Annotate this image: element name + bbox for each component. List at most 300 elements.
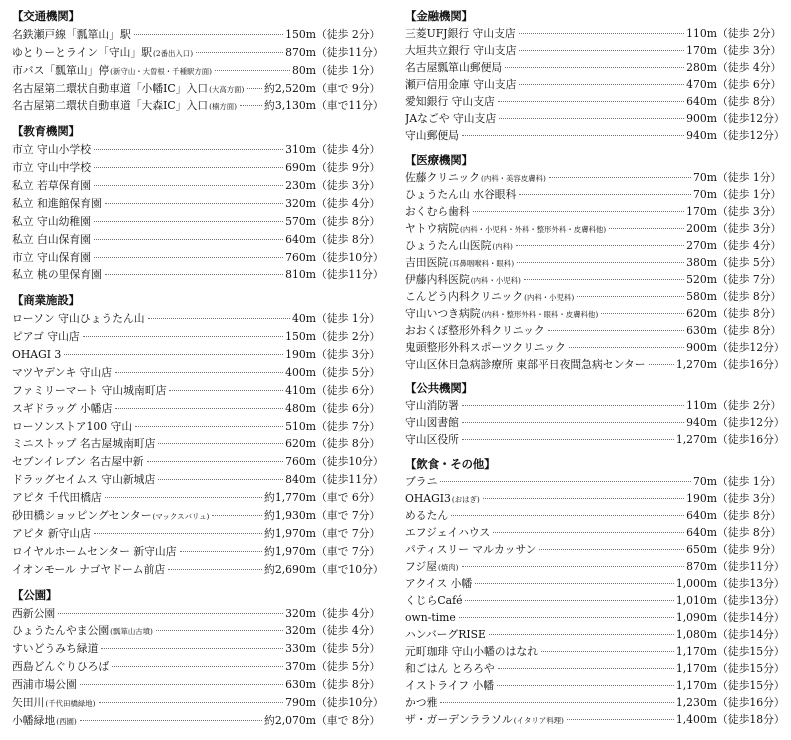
facility-label xyxy=(12,80,244,99)
facility-distance: 200m xyxy=(686,221,717,235)
dot-leader xyxy=(577,296,684,297)
facility-row xyxy=(405,220,785,237)
facility-row xyxy=(12,605,384,623)
dot-leader xyxy=(601,313,684,314)
facility-label xyxy=(12,231,91,249)
facility-name: アピタ 新守山店 xyxy=(12,526,92,540)
facility-row xyxy=(405,271,785,288)
facility-distance: 70m xyxy=(693,170,717,184)
facility-name: ハンバーグRISE xyxy=(405,627,486,641)
facility-travel-time: （車で10分） xyxy=(316,562,384,576)
facility-distance: 約2,690m xyxy=(264,562,316,576)
dot-leader xyxy=(499,118,684,119)
right-column xyxy=(405,8,785,728)
facility-travel-time: （車で 7分） xyxy=(316,526,381,540)
facility-row xyxy=(12,44,384,62)
facility-travel-time: （徒歩15分） xyxy=(717,661,785,675)
facility-distance: 320m xyxy=(285,606,316,620)
facility-name: 守山郵便局 xyxy=(405,129,459,142)
facility-label xyxy=(405,59,502,76)
facility-distance: 280m xyxy=(686,61,717,74)
facility-name: おおくぼ整形外科クリニック xyxy=(405,323,545,337)
facility-distance: 1,010m xyxy=(675,593,717,607)
facility-travel-time: （車で 6分） xyxy=(316,491,381,505)
facility-label xyxy=(405,558,459,576)
facility-note: (2番出入口) xyxy=(153,48,194,58)
facility-travel-time: （徒歩 4分） xyxy=(316,624,381,638)
facility-distance: 約2,520m xyxy=(264,81,316,95)
facility-label xyxy=(405,203,470,220)
facility-label xyxy=(405,76,516,93)
facility-label xyxy=(405,677,494,694)
facility-label xyxy=(405,288,574,306)
facility-note: (耳鼻咽喉科・眼科) xyxy=(449,258,515,268)
facility-travel-time: （徒歩13分） xyxy=(717,593,785,607)
facility-name: 名鉄瀬戸線「瓢箪山」駅 xyxy=(12,27,131,41)
facility-name: own-time xyxy=(405,610,456,624)
facility-row xyxy=(405,254,785,271)
facility-name: くじらCafé xyxy=(405,593,463,607)
facility-distance: 840m xyxy=(285,473,316,487)
facility-note: (内科・整形外科・眼科・皮膚科他) xyxy=(481,309,599,319)
facility-row xyxy=(405,414,785,431)
facility-name: 瀬戸信用金庫 守山支店 xyxy=(405,78,517,91)
dot-leader xyxy=(147,461,284,462)
facility-name: 名古屋瓢箪山郵便局 xyxy=(405,61,503,74)
facility-section xyxy=(405,380,785,448)
facility-name: マツヤデンキ 守山店 xyxy=(12,365,113,379)
facility-label xyxy=(405,322,545,339)
facility-travel-time: （徒歩 7分） xyxy=(316,419,381,433)
facility-distance: 1,170m xyxy=(675,678,717,692)
facility-label xyxy=(12,310,145,328)
facility-note: (大高方面) xyxy=(209,84,245,94)
facility-label xyxy=(405,490,480,508)
facility-travel-time: （徒歩 3分） xyxy=(717,204,782,218)
facility-name: 伊藤内科医院 xyxy=(405,272,470,286)
facility-distance: 110m xyxy=(686,399,717,412)
facility-distance: 940m xyxy=(686,129,717,142)
dot-leader xyxy=(115,408,283,409)
facility-note: (内科・小児科) xyxy=(470,275,521,285)
facility-row xyxy=(405,237,785,254)
facility-name: ヤトウ病院 xyxy=(405,221,459,235)
facility-travel-time: （徒歩 5分） xyxy=(316,660,381,674)
facility-label xyxy=(405,626,486,643)
facility-distance: 約2,070m xyxy=(264,713,316,727)
facility-row xyxy=(12,328,384,346)
facility-distance: 640m xyxy=(686,95,717,108)
facility-row xyxy=(405,76,785,93)
facility-name: 愛知銀行 守山支店 xyxy=(405,95,495,108)
facility-name: OHAGI3 xyxy=(405,491,451,505)
dot-leader xyxy=(440,481,691,482)
facility-label xyxy=(12,561,165,579)
facility-row xyxy=(12,80,384,98)
dot-leader xyxy=(105,203,283,204)
facility-travel-time: （徒歩 2分） xyxy=(717,27,782,40)
facility-distance: 410m xyxy=(285,383,316,397)
facility-distance: 1,170m xyxy=(675,644,717,658)
facility-name: ゆとりーとライン「守山」駅 xyxy=(12,45,153,59)
facility-note: (千代田橋緑地) xyxy=(45,698,96,708)
facility-name: 守山図書館 xyxy=(405,416,459,429)
facility-label xyxy=(12,694,96,713)
facility-label xyxy=(12,543,177,561)
facility-distance: 940m xyxy=(686,416,717,429)
facility-label xyxy=(405,93,495,110)
facility-travel-time: （徒歩 1分） xyxy=(717,474,782,488)
dot-leader xyxy=(215,70,290,71)
facility-label xyxy=(12,26,131,44)
dot-leader xyxy=(101,648,283,649)
facility-distance: 760m xyxy=(285,250,316,264)
dot-leader xyxy=(649,364,674,365)
facility-distance: 150m xyxy=(285,330,316,344)
dot-leader xyxy=(462,135,684,136)
facility-distance: 870m xyxy=(686,559,717,573)
facility-distance: 230m xyxy=(285,179,316,193)
facility-name: ファミリーマート 守山城南町店 xyxy=(12,383,167,397)
facility-label xyxy=(12,418,132,436)
facility-distance: 480m xyxy=(285,401,316,415)
facility-note: (内科) xyxy=(492,241,513,251)
dot-leader xyxy=(519,33,684,34)
facility-distance: 320m xyxy=(285,196,316,210)
facility-row xyxy=(12,26,384,44)
dot-leader xyxy=(549,177,691,178)
facility-label xyxy=(12,177,91,195)
dot-leader xyxy=(541,651,674,652)
facility-distance: 310m xyxy=(285,143,316,157)
facility-label xyxy=(12,62,212,81)
facility-label xyxy=(12,364,112,382)
facility-note: (内科・小児科) xyxy=(524,292,575,302)
facility-distance: 110m xyxy=(686,27,717,40)
facility-name: ブラニ xyxy=(405,474,438,488)
facility-distance: 150m xyxy=(285,27,316,41)
facility-label xyxy=(405,186,516,203)
facility-distance: 370m xyxy=(285,660,316,674)
facility-row xyxy=(405,305,785,322)
facility-label xyxy=(12,435,155,453)
facility-name: こんどう内科クリニック xyxy=(405,289,524,303)
dot-leader xyxy=(519,194,691,195)
dot-leader xyxy=(58,613,283,614)
dot-leader xyxy=(196,52,283,53)
dot-leader xyxy=(94,221,283,222)
facility-travel-time: （徒歩 8分） xyxy=(717,525,782,539)
facility-distance: 620m xyxy=(285,437,316,451)
facility-distance: 170m xyxy=(686,44,717,57)
facility-row xyxy=(12,471,384,489)
facility-name: ひょうたん山 水谷眼科 xyxy=(405,187,517,201)
facility-row xyxy=(12,658,384,676)
facility-travel-time: （徒歩 2分） xyxy=(316,330,381,344)
facility-note: (西園) xyxy=(56,716,77,726)
dot-leader xyxy=(498,101,684,102)
facility-name: 鬼頭整形外科スポーツクリニック xyxy=(405,340,566,354)
section-heading: 【商業施設】 xyxy=(12,293,80,308)
dot-leader xyxy=(517,262,684,263)
facility-name: 市立 守山保育園 xyxy=(12,250,92,264)
dot-leader xyxy=(473,211,684,212)
facility-row xyxy=(12,561,384,579)
facility-row xyxy=(12,435,384,453)
facility-distance: 40m xyxy=(292,312,316,326)
facility-travel-time: （徒歩 8分） xyxy=(316,437,381,451)
facility-name: 元町珈琲 守山小幡のはなれ xyxy=(405,644,538,658)
dot-leader xyxy=(462,405,684,406)
dot-leader xyxy=(94,185,283,186)
facility-name: エフジェイハウス xyxy=(405,525,491,539)
dot-leader xyxy=(105,274,283,275)
dot-leader xyxy=(158,479,283,480)
facility-distance: 70m xyxy=(693,187,717,201)
facility-travel-time: （徒歩11分） xyxy=(316,473,384,487)
facility-row xyxy=(405,397,785,414)
facility-note: (おはぎ) xyxy=(451,494,480,504)
facility-row xyxy=(405,507,785,524)
facility-label xyxy=(405,643,538,660)
dot-leader xyxy=(158,443,283,444)
facility-travel-time: （徒歩16分） xyxy=(717,695,785,709)
facility-label xyxy=(12,525,91,543)
facility-distance: 810m xyxy=(285,268,316,282)
facility-distance: 1,270m xyxy=(675,357,717,371)
dot-leader xyxy=(115,372,283,373)
facility-label xyxy=(12,249,91,267)
facility-label xyxy=(405,42,516,59)
facility-distance: 870m xyxy=(285,45,316,59)
dot-leader xyxy=(94,239,283,240)
facility-distance: 510m xyxy=(285,419,316,433)
facility-section xyxy=(405,456,785,728)
section-heading: 【教育機関】 xyxy=(12,124,80,139)
facility-section xyxy=(405,8,785,144)
facility-travel-time: （徒歩 1分） xyxy=(717,170,782,184)
facility-name: 西島どんぐりひろば xyxy=(12,660,110,674)
facility-name: 市立 守山中学校 xyxy=(12,161,92,175)
facility-travel-time: （徒歩 5分） xyxy=(316,642,381,656)
facility-travel-time: （徒歩 4分） xyxy=(717,61,782,74)
facility-section xyxy=(12,123,384,284)
dot-leader xyxy=(489,634,674,635)
facility-label xyxy=(405,254,514,272)
facility-travel-time: （徒歩14分） xyxy=(717,610,785,624)
facility-row xyxy=(405,25,785,42)
facility-distance: 760m xyxy=(285,455,316,469)
facility-name: アピタ 千代田橋店 xyxy=(12,491,102,505)
facility-name: JAなごや 守山支店 xyxy=(405,112,497,125)
facility-row xyxy=(12,622,384,640)
facility-label xyxy=(405,220,606,238)
facility-label xyxy=(12,489,102,507)
facility-row xyxy=(12,400,384,418)
facility-row xyxy=(12,694,384,712)
facility-distance: 1,170m xyxy=(675,661,717,675)
facility-travel-time: （徒歩13分） xyxy=(717,576,785,590)
facility-travel-time: （徒歩 8分） xyxy=(717,289,782,303)
facility-name: 名古屋第二環状自動車道「大森IC」入口 xyxy=(12,99,209,113)
facility-label xyxy=(12,97,237,116)
facility-travel-time: （徒歩 3分） xyxy=(717,491,782,505)
facility-row xyxy=(405,558,785,575)
facility-name: 佐藤クリニック xyxy=(405,170,480,184)
facility-label xyxy=(405,305,598,323)
facility-row xyxy=(12,712,384,730)
facility-row xyxy=(405,42,785,59)
facility-distance: 1,230m xyxy=(675,695,717,709)
dot-leader xyxy=(497,685,674,686)
facility-label xyxy=(405,694,437,711)
facility-name: 守山いつき病院 xyxy=(405,306,481,320)
facility-travel-time: （徒歩 5分） xyxy=(717,255,782,269)
facility-row xyxy=(405,339,785,356)
facility-name: 大垣共立銀行 守山支店 xyxy=(405,44,517,57)
facility-travel-time: （徒歩16分） xyxy=(717,357,785,371)
facility-name: 砂田橋ショッピングセンター xyxy=(12,509,152,523)
facility-row xyxy=(12,195,384,213)
facility-distance: 320m xyxy=(285,624,316,638)
dot-leader xyxy=(519,50,684,51)
facility-label xyxy=(405,575,472,592)
facility-label xyxy=(405,356,646,373)
facility-travel-time: （徒歩16分） xyxy=(717,433,785,446)
facility-row xyxy=(12,525,384,543)
facility-section xyxy=(12,8,384,115)
facility-row xyxy=(12,453,384,471)
section-heading: 【医療機関】 xyxy=(405,152,473,167)
facility-note: (楠方面) xyxy=(209,102,238,112)
dot-leader xyxy=(519,84,684,85)
facility-distance: 380m xyxy=(686,255,717,269)
facility-travel-time: （徒歩11分） xyxy=(316,45,384,59)
facility-row xyxy=(405,169,785,186)
facility-label xyxy=(405,127,459,144)
facility-distance: 330m xyxy=(285,642,316,656)
facility-name: 私立 和進館保育園 xyxy=(12,196,102,210)
facility-distance: 470m xyxy=(686,78,717,91)
dot-leader xyxy=(548,330,684,331)
facility-travel-time: （徒歩 8分） xyxy=(717,95,782,108)
facility-row xyxy=(12,676,384,694)
facility-distance: 900m xyxy=(686,112,717,125)
facility-travel-time: （徒歩 1分） xyxy=(316,63,381,77)
facility-row xyxy=(12,364,384,382)
facility-section xyxy=(12,292,384,578)
facility-travel-time: （徒歩 3分） xyxy=(717,44,782,57)
facility-note: (内科・美容皮膚科) xyxy=(480,173,546,183)
facility-name: ピアゴ 守山店 xyxy=(12,330,80,344)
dot-leader xyxy=(135,426,283,427)
facility-label xyxy=(12,400,112,418)
dot-leader xyxy=(451,515,684,516)
facility-row xyxy=(405,186,785,203)
facility-distance: 400m xyxy=(285,365,316,379)
facility-name: ミニストップ 名古屋城南町店 xyxy=(12,437,156,451)
facility-row xyxy=(12,310,384,328)
facility-note: (焼肉) xyxy=(437,562,459,572)
facility-name: かつ雅 xyxy=(405,695,438,709)
dot-leader xyxy=(112,666,283,667)
facility-row xyxy=(12,266,384,284)
facility-distance: 約1,970m xyxy=(264,544,316,558)
facility-name: イストライフ 小幡 xyxy=(405,678,495,692)
facility-name: ひょうたん山医院 xyxy=(405,238,492,252)
facility-row xyxy=(12,231,384,249)
facility-row xyxy=(405,677,785,694)
facility-name: ひょうたんやま公園 xyxy=(12,624,110,638)
facility-label xyxy=(405,397,459,414)
dot-leader xyxy=(168,569,262,570)
dot-leader xyxy=(567,719,674,720)
facility-distance: 約3,130m xyxy=(264,99,316,113)
facility-travel-time: （車で11分） xyxy=(316,99,384,113)
left-column xyxy=(12,8,384,730)
facility-travel-time: （徒歩18分） xyxy=(717,712,785,726)
facility-label xyxy=(12,622,153,641)
dot-leader xyxy=(539,549,684,550)
facility-travel-time: （徒歩 9分） xyxy=(316,161,381,175)
section-heading: 【公共機関】 xyxy=(405,381,473,395)
facility-name: OHAGI 3 xyxy=(12,348,62,362)
facility-label xyxy=(12,658,109,676)
facility-name: フジ屋 xyxy=(405,559,437,573)
facility-name: 和ごはん とろろや xyxy=(405,661,495,675)
facility-name: すいどうみち緑道 xyxy=(12,642,99,656)
facility-row xyxy=(405,694,785,711)
facility-name: 三菱UFJ銀行 守山支店 xyxy=(405,27,516,40)
facility-row xyxy=(12,543,384,561)
facility-distance: 1,000m xyxy=(675,576,717,590)
dot-leader xyxy=(240,105,262,106)
facility-note: (内科・小児科・外科・整形外科・皮膚科他) xyxy=(459,224,607,234)
facility-distance: 630m xyxy=(686,323,717,337)
facility-label xyxy=(12,712,77,730)
facility-row xyxy=(12,346,384,364)
facility-row xyxy=(405,473,785,490)
dot-leader xyxy=(609,228,684,229)
facility-distance: 約1,770m xyxy=(264,491,316,505)
facility-row xyxy=(405,575,785,592)
dot-leader xyxy=(94,533,262,534)
facility-section xyxy=(12,587,384,730)
facility-row xyxy=(12,249,384,267)
facility-travel-time: （徒歩 2分） xyxy=(316,27,381,41)
facility-row xyxy=(405,626,785,643)
facility-name: 私立 若草保育園 xyxy=(12,179,92,193)
facility-label xyxy=(12,159,91,177)
facility-travel-time: （徒歩12分） xyxy=(717,129,785,142)
facility-travel-time: （徒歩12分） xyxy=(717,416,785,429)
dot-leader xyxy=(134,34,283,35)
facility-row xyxy=(405,356,785,373)
facility-travel-time: （徒歩14分） xyxy=(717,627,785,641)
facility-name: おくむら歯科 xyxy=(405,204,470,218)
facility-label xyxy=(12,605,55,623)
facility-row xyxy=(405,203,785,220)
facility-name: ドラッグセイムス 守山新城店 xyxy=(12,473,156,487)
facility-row xyxy=(405,609,785,626)
dot-leader xyxy=(83,336,283,337)
section-heading: 【公園】 xyxy=(12,587,58,602)
dot-leader xyxy=(80,720,262,721)
facility-label xyxy=(12,453,144,471)
facility-row xyxy=(12,489,384,507)
facility-label xyxy=(12,471,155,489)
facility-label xyxy=(12,266,102,284)
